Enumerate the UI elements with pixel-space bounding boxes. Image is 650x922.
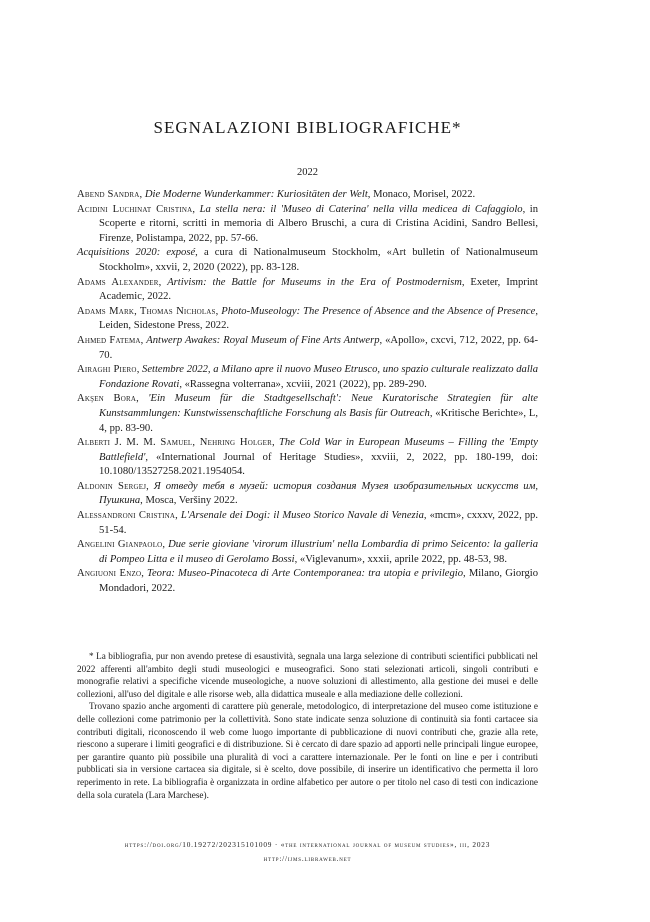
bibliography-entry: Acidini Luchinat Cristina, La stella nera: il 'Museo di Caterina' nella villa medicea di Cafaggiolo, in Scoperte e ritorni, scritti in memoria di Albero Bruschi, a cura di Cristina Acidini, Sandro Bellesi, Firenze, Polistampa, 2022, pp. 57-66. [77,203,539,244]
entry-author: Angelini Gianpaolo [77,539,163,551]
entry-author: Alessandroni Cristina [77,510,176,522]
entry-author: Angiuoni Enzo [77,568,142,580]
bibliography-entry: Adams Alexander, Artivism: the Battle for Museums in the Era of Postmodernism, Exeter, Imprint Academic, 2022. [77,276,538,303]
entry-details: , «mcm», cxxxv, 2022, pp. 51-54. [99,510,538,536]
bibliography-entry: Angiuoni Enzo, Teora: Museo-Pinacoteca di Arte Contemporanea: tra utopia e privilegio, Milano, Giorgio Mondadori, 2022. [77,568,538,595]
entry-title: Я отведу тебя в музей: история создания Музея изобразительных искусств им, Пушкина [99,480,538,507]
entry-title: Acquisitions 2020: exposé [77,247,196,259]
bibliography-entry: Akşen Bora, 'Ein Museum für die Stadtgesellschaft': Neue Kuratorische Strategien für alte Kunstsammlungen: Kunstwissenschaftliche Forschung als Basis für Outreach, «Kritische Berichte», L, 4, pp. 83-90. [77,393,538,434]
entry-details: , Milano, Giorgio Mondadori, 2022. [99,568,538,595]
entry-title: Artivism: the Battle for Museums in the Era of Postmodernism [167,276,462,288]
entry-details: , Exeter, Imprint Academic, 2022. [99,276,538,303]
entry-title: 'Ein Museum für die Stadtgesellschaft': Neue Kuratorische Strategien für alte Kunstsammlungen: Kunstwissenschaftliche Forschung als Basis für Outreach [99,393,538,419]
entry-details: , a cura di Nationalmuseum Stockholm, «Art bulletin of Nationalmuseum Stockholm», xxvii, 2, 2020 (2022), pp. 83-128. [99,247,539,273]
footer-website: http://ijms.libraweb.net [263,854,352,863]
entry-title: Teora: Museo-Pinacoteca di Arte Contemporanea: tra utopia e privilegio [147,568,464,580]
entry-details: , Monaco, Morisel, 2022. [367,189,476,200]
entry-title: Photo-Museology: The Presence of Absence and the Absence of Presence [221,305,536,317]
bibliography-entry: Abend Sandra, Die Moderne Wunderkammer: Kuriositäten der Welt, Monaco, Morisel, 2022. [77,189,476,200]
entry-title: La stella nera: il 'Museo di Caterina' nella villa medicea di Cafaggiolo [199,203,523,215]
entry-title: Settembre 2022, a Milano apre il nuovo Museo Etrusco, uno spazio culturale realizzato dalla Fondazione Rovati [99,364,539,390]
entry-author: Akşen Bora [77,393,137,405]
bibliography-entry: Adams Mark, Thomas Nicholas, Photo-Museology: The Presence of Absence and the Absence of Presence, Leiden, Sidestone Press, 2022. [77,305,538,332]
bibliography-entry: Aldonin Sergej, Я отведу тебя в музей: история создания Музея изобразительных искусств им, Пушкина, Mosca, Veršiny 2022. [77,480,538,507]
entry-title: L'Arsenale dei Dogi: il Museo Storico Navale di Venezia [180,510,424,522]
entry-author: Airaghi Piero [77,364,137,376]
entry-author: Adams Alexander [77,276,159,288]
entry-details: , Mosca, Veršiny 2022. [140,495,238,507]
bibliography-entry: Airaghi Piero, Settembre 2022, a Milano apre il nuovo Museo Etrusco, uno spazio culturale realizzato dalla Fondazione Rovati, «Rassegna volterrana», xcviii, 2021 (2022), pp. 289-290. [77,364,539,390]
entry-title: Due serie gioviane 'virorum illustrium' nella Lombardia di primo Seicento: la galleria di Pompeo Litta e il museo di Gerolamo Bossi [99,539,538,565]
entry-author: Abend Sandra [77,189,140,200]
bibliography-entry: Alberti J. M. M. Samuel, Nehring Holger, The Cold War in European Museums – Filling the 'Empty Battlefield', «International Journal of Heritage Studies», xxviii, 2, 2022, pp. 180-199, doi: 10.1080/13527258.2021.1954054. [77,437,538,478]
entry-author: Ahmed Fatema [77,334,141,346]
entry-author: Adams Mark, Thomas Nicholas [77,305,216,317]
bibliography-list [77,188,538,597]
footnote [77,650,538,801]
bibliography-entry [77,246,538,275]
page-title: SEGNALAZIONI BIBLIOGRAFICHE* [153,118,462,137]
bibliography-entry: Angelini Gianpaolo, Due serie gioviane 'virorum illustrium' nella Lombardia di primo Seicento: la galleria di Pompeo Litta e il museo di Gerolamo Bossi, «Viglevanum», xxxii, aprile 2022, pp. 48-53, 98. [77,539,538,565]
entry-details: , Leiden, Sidestone Press, 2022. [99,305,538,332]
entry-title: The Cold War in European Museums – Filling the 'Empty Battlefield' [99,437,538,463]
entry-details: , «Kritische Berichte», L, 4, pp. 83-90. [99,407,538,434]
page-footer [77,838,538,866]
entry-details: , «Apollo», cxcvi, 712, 2022, pp. 64-70. [99,334,538,361]
entry-details: , «Viglevanum», xxxii, aprile 2022, pp. 48-53, 98. [294,553,507,565]
entry-author: Acidini Luchinat Cristina [77,203,193,215]
entry-details: , in Scoperte e ritorni, scritti in memoria di Albero Bruschi, a cura di Cristina Acidini, Sandro Bellesi, Firenze, Polistampa, 2022, pp. 57-66. [99,203,539,244]
entry-details: , «International Journal of Heritage Studies», xxviii, 2, 2022, pp. 180-199, doi: 10.1080/13527258.2021.1954054. [99,451,538,478]
footnote-paragraph-1: * La bibliografia, pur non avendo pretese di esaustività, segnala una larga selezione di contributi scientifici pubblicati nel 2022 afferenti all'ambito degli studi museologici e museografici. Sono stati selezionati articoli, singoli contributi e monografie relativi a specifiche vicende museologiche, a nuove soluzioni di allestimento, alla gestione dei musei e delle collezioni, all'uso del digitale e alle risorse web, alla didattica museale e alla mediazione delle collezioni. [77,651,538,699]
entry-details: , «Rassegna volterrana», xcviii, 2021 (2022), pp. 289-290. [179,378,427,390]
year-heading: 2022 [297,167,318,178]
entry-title: Die Moderne Wunderkammer: Kuriositäten der Welt [144,189,368,200]
entry-author: Aldonin Sergej [77,480,147,492]
bibliography-entry: Ahmed Fatema, Antwerp Awakes: Royal Museum of Fine Arts Antwerp, «Apollo», cxcvi, 712, 2022, pp. 64-70. [77,334,538,361]
entry-author: Alberti J. M. M. Samuel, Nehring Holger [77,437,273,449]
entry-title: Antwerp Awakes: Royal Museum of Fine Arts Antwerp [146,334,380,346]
footnote-paragraph-2: Trovano spazio anche argomenti di carattere più generale, metodologico, di interpretazione del museo come istituzione e delle collezioni come patrimonio per la collettività. Sono state indicate senza soluzione di continuità sia fonti cartacee sia contributi digitali, riconoscendo il web come luogo importante di pubblicazione di nuovi contributi che, grazie alla rete, riescono a superare i limiti geografici e di distribuzione. Si è cercato di dare spazio ad apporti nelle principali lingue europee, per garantire quanto più possibile una pluralità di voci a carattere internazionale. Per le fonti on line e per i contributi pubblicati sia in versione cartacea sia digitale, si è scelto, dove possibile, di inserire un identificativo che permetta il loro reperimento in rete. La bibliografia è organizzata in ordine alfabetico per autore o per titolo nel caso di testi con indicazione della sola curatela (Lara Marchese). [77,701,538,800]
bibliography-entry: Alessandroni Cristina, L'Arsenale dei Dogi: il Museo Storico Navale di Venezia, «mcm», cxxxv, 2022, pp. 51-54. [77,510,538,536]
footer-doi: https://doi.org/10.19272/202315101009 · «the international journal of museum studies», iii, 2023 [124,840,491,849]
